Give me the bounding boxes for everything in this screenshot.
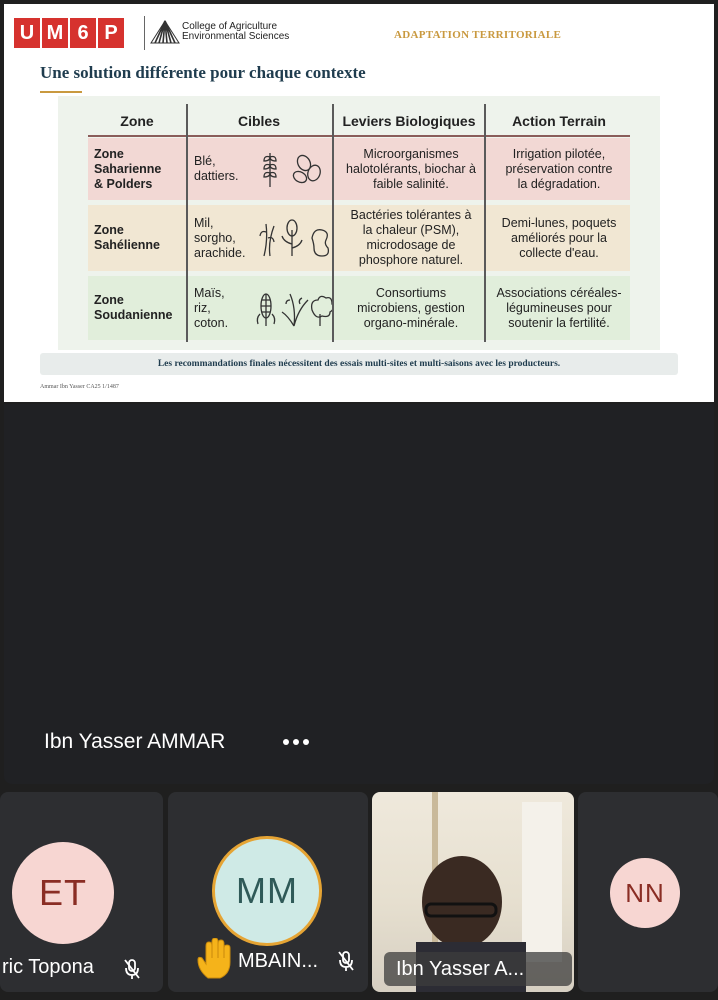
college-shell-icon: [148, 17, 182, 47]
action-line: Irrigation pilotée,: [512, 146, 606, 161]
zone-line: Zone: [94, 293, 124, 307]
cell-zone: [88, 276, 190, 340]
um6p-logo: [14, 18, 124, 48]
shared-slide: [4, 4, 714, 402]
slide-footer-note: Les recommandations finales nécessitent des essais multi-sites et multi-saisons avec les producteurs.: [40, 353, 678, 375]
cell-action: [488, 276, 630, 340]
participant-video-tile[interactable]: [372, 792, 574, 992]
zone-line: Saharienne: [94, 161, 162, 176]
leviers-line: microbiens, gestion: [357, 300, 465, 315]
participant-name: Ibn Yasser A...: [396, 958, 525, 980]
sorghum-icon: [282, 220, 302, 256]
logo-letter: M: [42, 18, 68, 48]
slide-title: Une solution différente pour chaque contexte: [40, 63, 366, 82]
leviers-line: Consortiums: [375, 285, 447, 300]
wheat-icon: [258, 149, 328, 189]
participant-name: ric Topona: [2, 956, 94, 978]
cell-action: [488, 205, 630, 271]
mic-off-icon: [122, 958, 142, 980]
peanut-icon: [312, 230, 328, 256]
college-line-2: Environmental Sciences: [182, 31, 290, 42]
cell-action: [488, 138, 630, 200]
participant-tile[interactable]: [0, 792, 163, 992]
section-label: ADAPTATION TERRITORIALE: [394, 29, 562, 41]
participant-tile[interactable]: [578, 792, 718, 992]
cell-cibles: [188, 138, 254, 200]
speaker-name: Ibn Yasser AMMAR: [44, 730, 226, 753]
cible-line: Maïs,: [194, 285, 225, 300]
cible-line: Mil,: [194, 215, 214, 230]
leviers-line: phosphore naturel.: [358, 253, 464, 267]
more-vert-icon: [293, 739, 299, 745]
cible-line: dattiers.: [194, 169, 239, 183]
avatar: MM: [212, 836, 322, 946]
leviers-line: organo-minérale.: [363, 315, 459, 330]
more-options-button[interactable]: [274, 729, 318, 755]
date-palm-icon: [291, 153, 322, 185]
table-row: [88, 276, 630, 340]
action-line: Associations céréales-: [496, 285, 622, 300]
column-divider: [186, 104, 188, 342]
logo-divider: [144, 16, 145, 50]
logo-letter: P: [98, 18, 124, 48]
leviers-line: Bactéries tolérantes à: [350, 208, 472, 222]
header-leviers: Leviers Biologiques: [342, 113, 476, 129]
action-line: Demi-lunes, poquets: [501, 215, 617, 230]
leviers-line: halotolérants, biochar à: [346, 161, 476, 176]
cible-line: coton.: [194, 315, 229, 330]
action-line: légumineuses pour: [506, 300, 612, 315]
column-divider: [484, 104, 486, 342]
cell-cibles: [188, 276, 254, 340]
leviers-line: microdosage de: [366, 238, 456, 252]
logo-letter: U: [14, 18, 40, 48]
zone-line: Zone: [94, 223, 124, 237]
action-line: soutenir la fertilité.: [508, 315, 610, 330]
cell-zone: [88, 138, 190, 200]
action-line: la dégradation.: [517, 176, 601, 191]
action-line: préservation contre: [505, 161, 613, 176]
cell-cibles: [188, 205, 254, 271]
table-row: [88, 138, 630, 200]
cotton-icon: [312, 296, 334, 326]
zone-line: & Polders: [94, 176, 153, 191]
table-row: [88, 205, 630, 271]
participant-name: MBAIN...: [238, 950, 319, 972]
rice-icon: [282, 294, 308, 326]
more-vert-icon: [303, 739, 309, 745]
corn-icon: [254, 288, 334, 328]
cible-line: Blé,: [194, 154, 216, 168]
column-divider: [332, 104, 334, 342]
action-line: améliorés pour la: [511, 230, 607, 245]
cell-zone: [88, 205, 190, 271]
speaker-tile[interactable]: [4, 404, 714, 784]
header-zone: Zone: [120, 113, 154, 129]
leviers-line: Microorganismes: [363, 146, 459, 161]
action-line: collecte d'eau.: [519, 245, 599, 260]
raised-hand-icon: [196, 938, 236, 980]
cible-line: riz,: [194, 300, 211, 315]
cible-line: arachide.: [194, 245, 246, 260]
participant-tile[interactable]: [168, 792, 368, 992]
leviers-line: faible salinité.: [373, 176, 449, 191]
zone-line: Zone: [94, 146, 124, 161]
cell-leviers: [336, 205, 486, 271]
cible-line: sorgho,: [194, 230, 236, 245]
zone-line: Sahélienne: [94, 238, 160, 252]
leviers-line: la chaleur (PSM),: [362, 223, 460, 237]
zone-line: Soudanienne: [94, 308, 173, 322]
millet-icon: [254, 218, 332, 258]
avatar: ET: [12, 842, 114, 944]
header-cibles: Cibles: [237, 113, 280, 129]
more-vert-icon: [283, 739, 289, 745]
avatar: NN: [610, 858, 680, 928]
header-action: Action Terrain: [512, 113, 606, 129]
cell-leviers: [336, 276, 486, 340]
college-name: [182, 22, 312, 42]
title-underline: [40, 91, 82, 93]
slide-meta: Ammar Ibn Yasser CA25 1/1487: [40, 384, 119, 390]
mic-off-icon: [336, 950, 356, 972]
cell-leviers: [336, 138, 486, 200]
college-line-1: College of Agriculture: [182, 21, 278, 32]
logo-letter: 6: [70, 18, 96, 48]
header-rule: [88, 135, 630, 137]
